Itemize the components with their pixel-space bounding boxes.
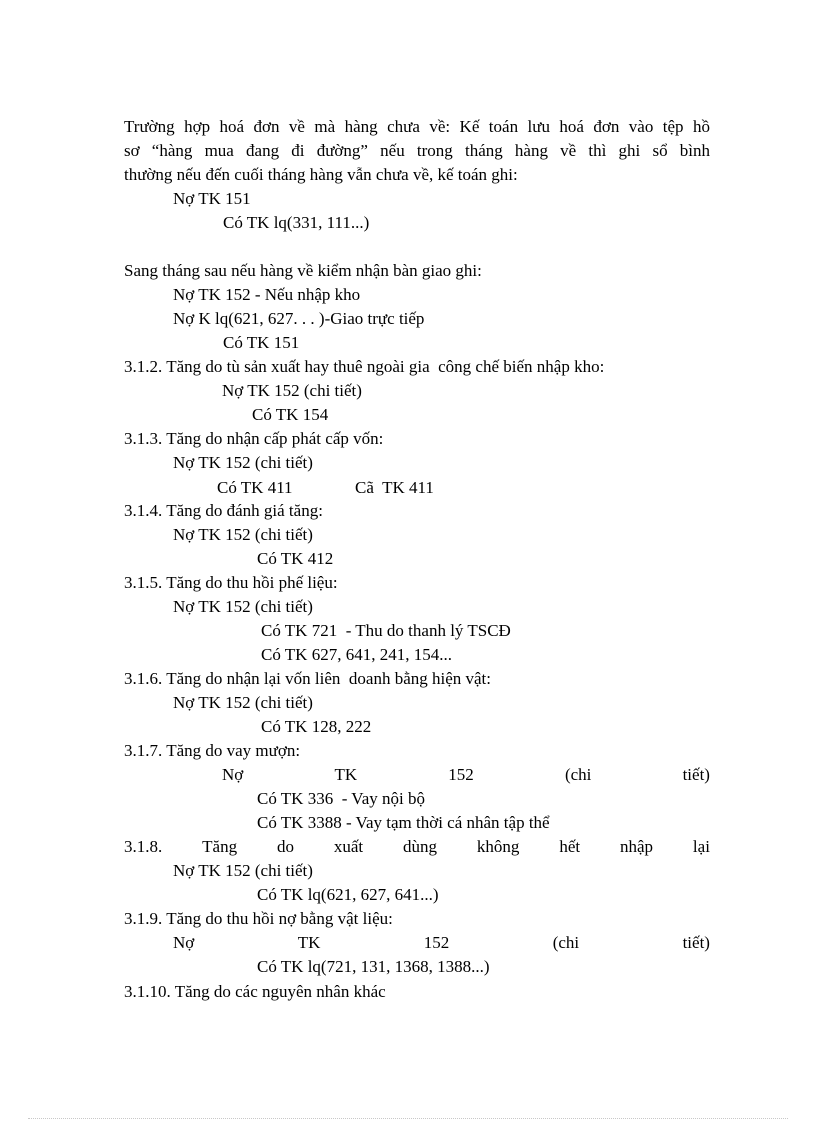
debit-word: TK — [297, 933, 321, 952]
section-3-1-3-heading: 3.1.3. Tăng do nhận cấp phát cấp vốn: — [124, 429, 384, 448]
section-3-1-7-credit-1: Có TK 336 - Vay nội bộ — [257, 789, 425, 808]
debit-word: TK — [334, 765, 358, 784]
section-3-1-9-debit — [173, 933, 710, 953]
next-month-debit-2: Nợ K lq(621, 627. . . )-Giao trực tiếp — [173, 309, 425, 328]
section-3-1-4-debit: Nợ TK 152 (chi tiết) — [173, 525, 313, 544]
intro-line-2: sơ “hàng mua đang đi đường” nếu trong tháng hàng về thì ghi sổ bình — [124, 141, 710, 160]
intro-entry-debit: Nợ TK 151 — [173, 189, 251, 208]
section-3-1-8-debit: Nợ TK 152 (chi tiết) — [173, 861, 313, 880]
debit-word: Nợ — [173, 933, 195, 952]
intro-entry-credit: Có TK lq(331, 111...) — [223, 213, 370, 232]
heading-word: hết — [559, 837, 581, 856]
heading-word: không — [476, 837, 520, 856]
section-3-1-5-credit-1: Có TK 721 - Thu do thanh lý TSCĐ — [261, 621, 511, 640]
section-3-1-5-heading: 3.1.5. Tăng do thu hồi phế liệu: — [124, 573, 338, 592]
section-3-1-8-heading — [124, 837, 710, 857]
heading-word: lại — [692, 837, 710, 856]
section-3-1-4-heading: 3.1.4. Tăng do đánh giá tăng: — [124, 501, 323, 520]
section-3-1-3-credit-1: Có TK 411 — [217, 478, 293, 497]
next-month-debit-1: Nợ TK 152 - Nếu nhập kho — [173, 285, 361, 304]
next-month-heading: Sang tháng sau nếu hàng về kiểm nhận bàn giao ghi: — [124, 261, 482, 280]
section-3-1-7-debit — [222, 765, 710, 785]
debit-word: 152 — [448, 765, 474, 784]
heading-word: do — [276, 837, 294, 856]
section-3-1-2-credit: Có TK 154 — [252, 405, 329, 424]
section-3-1-7-credit-2: Có TK 3388 - Vay tạm thời cá nhân tập thể — [257, 813, 550, 832]
section-3-1-10-heading: 3.1.10. Tăng do các nguyên nhân khác — [124, 982, 386, 1001]
heading-word: dùng — [403, 837, 438, 856]
heading-word: nhập — [619, 837, 654, 856]
page-bottom-divider — [28, 1118, 788, 1119]
heading-word: xuất — [333, 837, 364, 856]
section-3-1-7-heading: 3.1.7. Tăng do vay mượn: — [124, 741, 301, 760]
section-3-1-9-heading: 3.1.9. Tăng do thu hồi nợ bằng vật liệu: — [124, 909, 393, 928]
section-3-1-5-credit-2: Có TK 627, 641, 241, 154... — [261, 645, 452, 664]
section-3-1-8-credit: Có TK lq(621, 627, 641...) — [257, 885, 439, 904]
section-3-1-2-debit: Nợ TK 152 (chi tiết) — [222, 381, 362, 400]
debit-word: tiết) — [682, 765, 710, 784]
section-3-1-5-debit: Nợ TK 152 (chi tiết) — [173, 597, 313, 616]
debit-word: tiết) — [682, 933, 710, 952]
intro-line-1: Trường hợp hoá đơn về mà hàng chưa về: Kế toán lưu hoá đơn vào tệp hồ — [124, 117, 710, 136]
debit-word: (chi — [564, 765, 592, 784]
debit-word: 152 — [423, 933, 450, 952]
heading-word: Tăng — [202, 837, 238, 856]
section-3-1-6-debit: Nợ TK 152 (chi tiết) — [173, 693, 313, 712]
section-3-1-6-credit: Có TK 128, 222 — [261, 717, 372, 736]
section-3-1-3-credit-2: Cã TK 411 — [355, 478, 434, 497]
intro-line-3: thường nếu đến cuối tháng hàng vẫn chưa về, kế toán ghi: — [124, 165, 518, 184]
section-3-1-2-heading: 3.1.2. Tăng do tù sản xuất hay thuê ngoài gia công chế biến nhập kho: — [124, 357, 605, 376]
section-3-1-6-heading: 3.1.6. Tăng do nhận lại vốn liên doanh bằng hiện vật: — [124, 669, 492, 688]
section-3-1-3-debit: Nợ TK 152 (chi tiết) — [173, 453, 313, 472]
debit-word: Nợ — [222, 765, 244, 784]
next-month-credit: Có TK 151 — [223, 333, 300, 352]
heading-word: 3.1.8. — [124, 837, 163, 856]
section-3-1-4-credit: Có TK 412 — [257, 549, 334, 568]
debit-word: (chi — [552, 933, 580, 952]
section-3-1-9-credit: Có TK lq(721, 131, 1368, 1388...) — [257, 957, 490, 976]
